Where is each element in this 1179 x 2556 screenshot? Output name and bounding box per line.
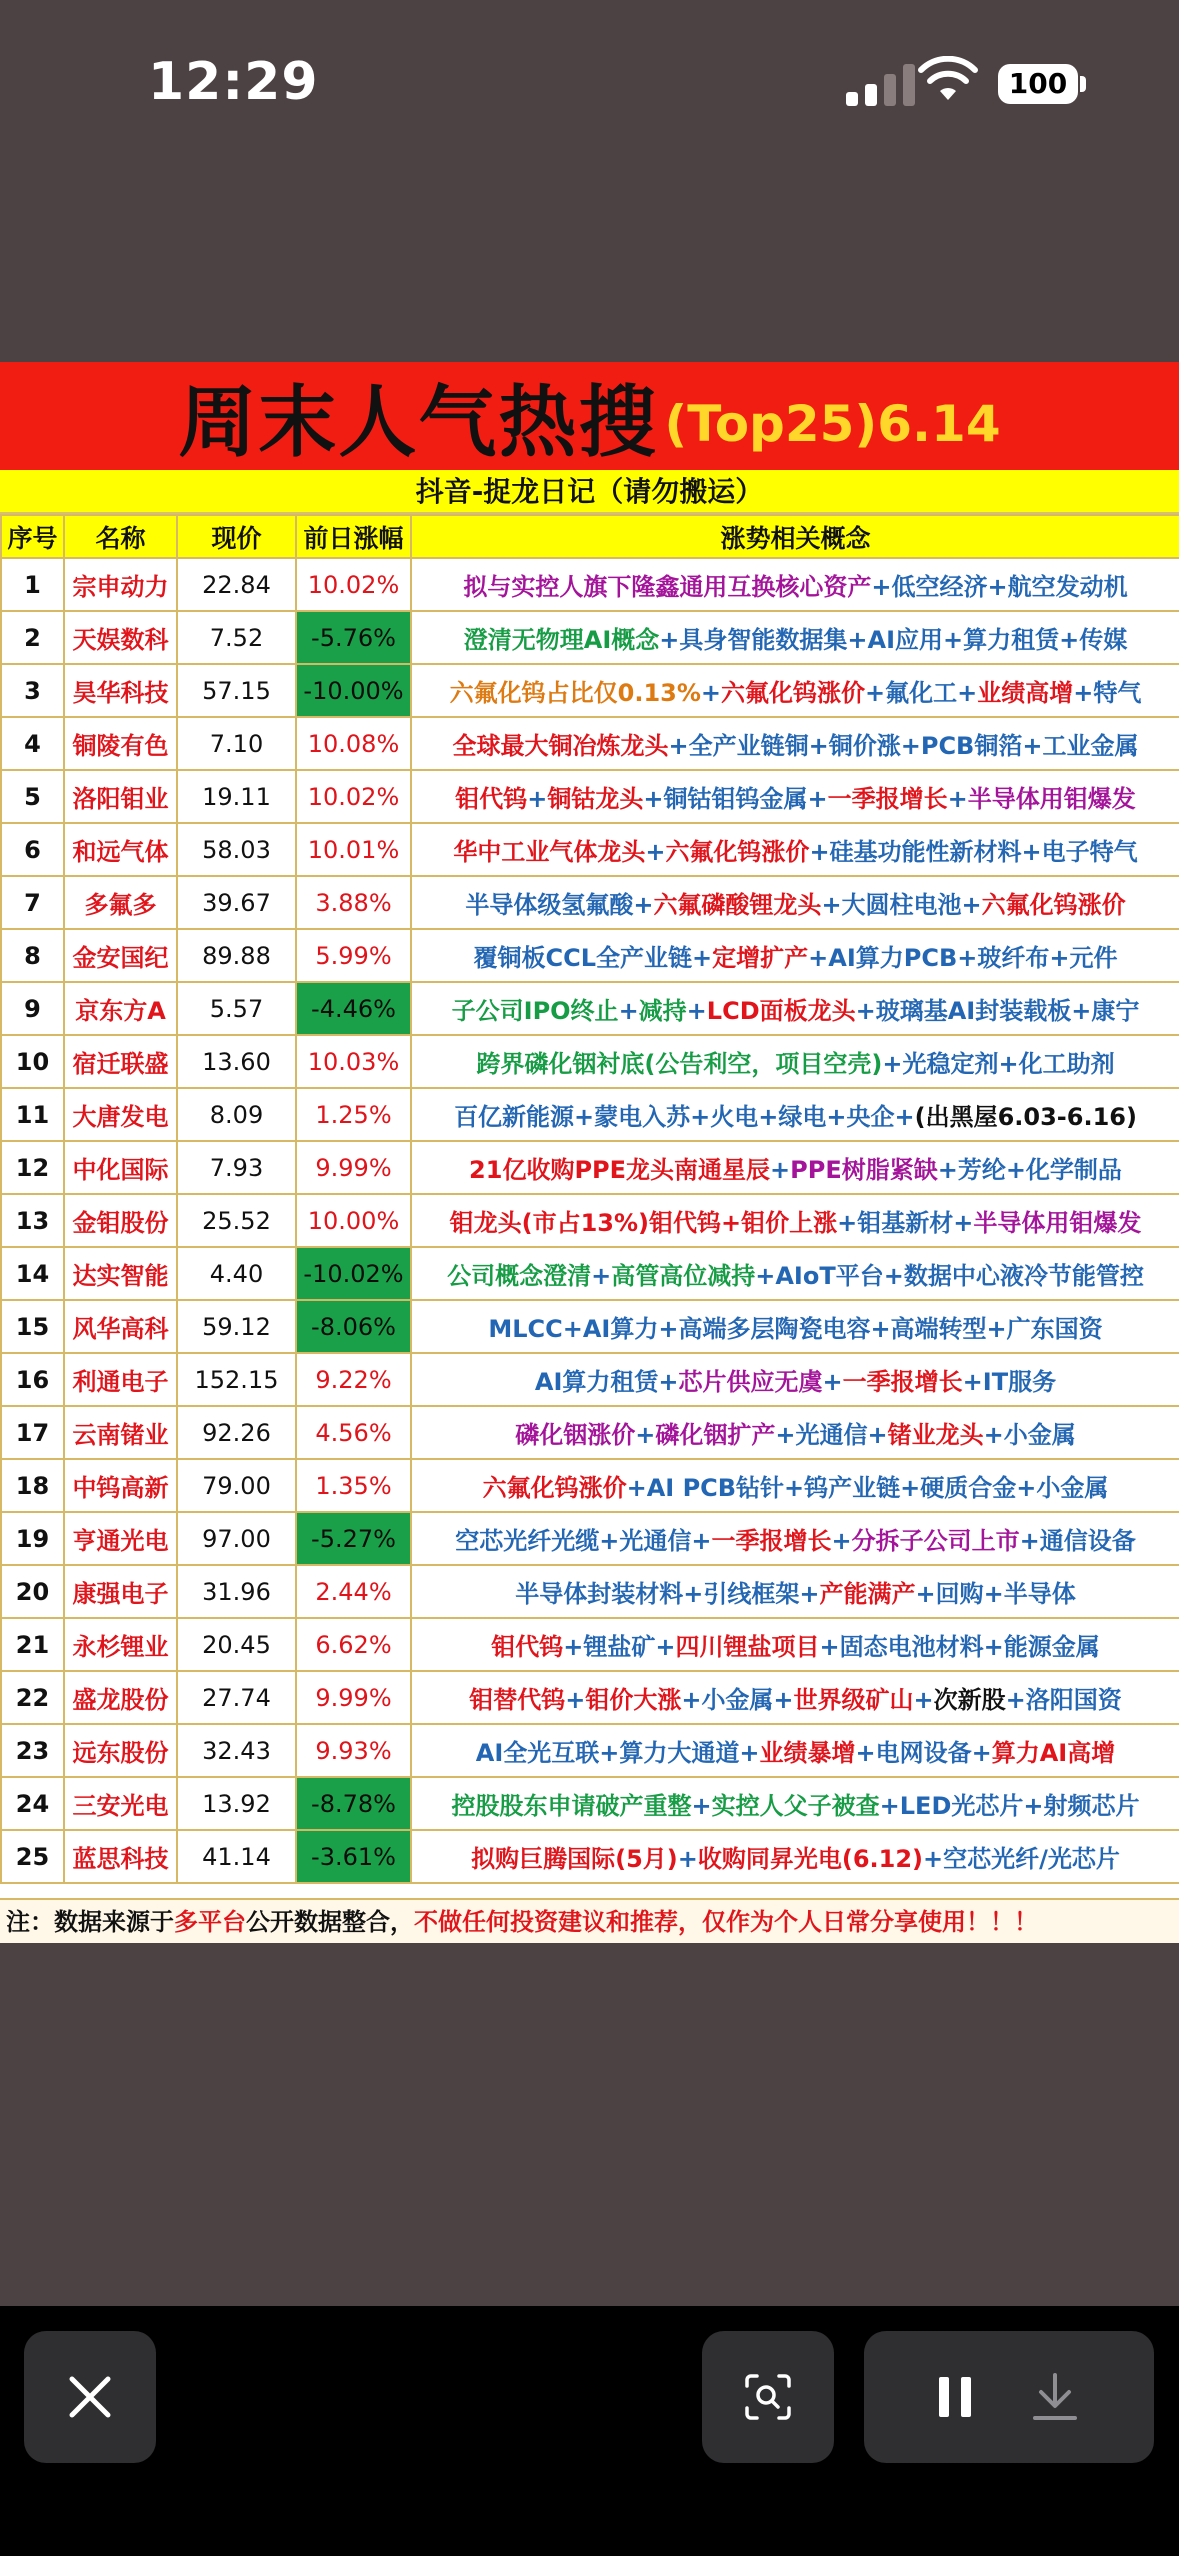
wifi-icon [918, 56, 978, 104]
price-change: -3.61% [296, 1830, 411, 1883]
concept-segment: 钼龙头(市占13%) [449, 1209, 650, 1237]
table-row [1, 929, 1179, 982]
table-row [1, 982, 1179, 1035]
stock-price: 25.52 [177, 1194, 296, 1247]
concept-segment: +锂盐矿+ [563, 1633, 676, 1661]
concept-segment: +光稳定剂+化工助剂 [882, 1050, 1115, 1078]
row-number: 2 [1, 611, 64, 664]
row-number: 3 [1, 664, 64, 717]
stock-name: 宗申动力 [64, 558, 177, 611]
battery-icon: 100 [998, 64, 1078, 104]
price-change: 10.02% [296, 558, 411, 611]
stock-price: 41.14 [177, 1830, 296, 1883]
row-number: 10 [1, 1035, 64, 1088]
stock-price: 4.40 [177, 1247, 296, 1300]
concept-segment: 覆铜板CCL全产业链 [473, 944, 693, 972]
price-change: -10.00% [296, 664, 411, 717]
table-row [1, 717, 1179, 770]
row-number: 21 [1, 1618, 64, 1671]
table-row [1, 823, 1179, 876]
row-number: 23 [1, 1724, 64, 1777]
bottom-toolbar [0, 2306, 1179, 2556]
stock-price: 58.03 [177, 823, 296, 876]
concept-segment: MLCC+AI算力+高端多层陶瓷电容+高端转型+广东国资 [488, 1315, 1103, 1343]
hot-search-image [0, 362, 1179, 1943]
concept-segment: +AI算力PCB+玻纤布+元件 [808, 944, 1118, 972]
concept-cell [411, 1671, 1179, 1724]
pause-icon-bar [961, 2377, 971, 2417]
stock-price: 7.52 [177, 611, 296, 664]
concept-segment: +芳纶+化学制品 [937, 1156, 1122, 1184]
stock-price: 7.10 [177, 717, 296, 770]
concept-segment: 全球最大铜冶炼龙头 [452, 732, 669, 760]
stock-name: 大唐发电 [64, 1088, 177, 1141]
price-change: 6.62% [296, 1618, 411, 1671]
row-number: 1 [1, 558, 64, 611]
stock-name: 利通电子 [64, 1353, 177, 1406]
close-icon [68, 2375, 112, 2419]
table-header-row [1, 515, 1179, 558]
concept-cell [411, 1353, 1179, 1406]
concept-cell [411, 1777, 1179, 1830]
concept-segment: 六氟化钨涨价 [665, 838, 810, 866]
concept-cell [411, 1724, 1179, 1777]
concept-segment: 业绩暴增 [759, 1739, 856, 1767]
concept-segment: + [618, 997, 639, 1025]
visual-lookup-button[interactable] [702, 2331, 834, 2463]
battery-tip [1080, 76, 1086, 92]
concept-segment: 六氟化钨涨价 [721, 679, 866, 707]
concept-segment: +大圆柱电池+ [821, 891, 982, 919]
concept-segment: +玻璃基AI封装载板+康宁 [855, 997, 1140, 1025]
concept-segment: + [527, 785, 548, 813]
concept-segment: 钼替代钨 [469, 1686, 566, 1714]
concept-segment: + [645, 838, 666, 866]
concept-segment: (出黑屋6.03-6.16) [914, 1103, 1137, 1131]
table-row [1, 1088, 1179, 1141]
concept-cell [411, 717, 1179, 770]
price-change: 5.99% [296, 929, 411, 982]
concept-segment: 六氟化钨涨价 [482, 1474, 627, 1502]
stock-name: 三安光电 [64, 1777, 177, 1830]
concept-cell [411, 558, 1179, 611]
concept-segment: +光通信+ [775, 1421, 888, 1449]
stock-name: 和远气体 [64, 823, 177, 876]
concept-cell [411, 1300, 1179, 1353]
concept-segment: 磷化铟扩产 [655, 1421, 776, 1449]
concept-segment: 实控人父子被查 [711, 1792, 880, 1820]
concept-segment: 钼价上涨 [741, 1209, 838, 1237]
stock-name: 中钨高新 [64, 1459, 177, 1512]
price-change: 9.99% [296, 1671, 411, 1724]
concept-segment: 减持 [638, 997, 687, 1025]
concept-segment: 21亿收购PPE龙头南通星辰 [469, 1156, 771, 1184]
concept-segment: 跨界磷化铟衬底(公告利空，项目空壳) [476, 1050, 883, 1078]
concept-cell [411, 770, 1179, 823]
concept-segment: + [677, 1845, 698, 1873]
stock-name: 远东股份 [64, 1724, 177, 1777]
concept-segment: + [691, 1792, 712, 1820]
concept-segment: 收购同昇光电(6.12) [697, 1845, 924, 1873]
concept-cell [411, 929, 1179, 982]
concept-segment: 一季报增长 [827, 785, 948, 813]
concept-segment: +电网设备+ [855, 1739, 992, 1767]
price-change: 1.35% [296, 1459, 411, 1512]
stock-name: 京东方A [64, 982, 177, 1035]
stock-name: 云南锗业 [64, 1406, 177, 1459]
stock-name: 天娱数科 [64, 611, 177, 664]
concept-segment: +LED光芯片+射频芯片 [879, 1792, 1140, 1820]
concept-segment: 高管高位减持 [611, 1262, 756, 1290]
footnote-prefix: 注：数据来源于 [6, 1908, 174, 1936]
concept-cell [411, 876, 1179, 929]
concept-segment: 华中工业气体龙头 [453, 838, 646, 866]
table-row [1, 1194, 1179, 1247]
header-no: 序号 [1, 515, 64, 558]
row-number: 13 [1, 1194, 64, 1247]
header-name: 名称 [64, 515, 177, 558]
row-number: 8 [1, 929, 64, 982]
concept-segment: +AI PCB钻针+钨产业链+硬质合金+小金属 [626, 1474, 1109, 1502]
stock-name: 昊华科技 [64, 664, 177, 717]
cellular-signal-icon [846, 62, 915, 106]
concept-cell [411, 1088, 1179, 1141]
concept-segment: 控股股东申请破产重整 [451, 1792, 692, 1820]
concept-segment: 四川锂盐项目 [675, 1633, 820, 1661]
row-number: 6 [1, 823, 64, 876]
header-change: 前日涨幅 [296, 515, 411, 558]
image-subtitle: 抖音-捉龙日记（请勿搬运） [0, 470, 1179, 514]
concept-segment: +氟化工+ [865, 679, 978, 707]
price-change: 10.02% [296, 770, 411, 823]
stock-price: 19.11 [177, 770, 296, 823]
scan-icon [743, 2372, 793, 2422]
concept-segment: 世界级矿山 [793, 1686, 914, 1714]
table-row [1, 1565, 1179, 1618]
price-change: -5.76% [296, 611, 411, 664]
concept-segment: 钼代钨 [455, 785, 528, 813]
concept-cell [411, 823, 1179, 876]
concept-segment: 澄清无物理AI概念 [463, 626, 660, 654]
stock-name: 宿迁联盛 [64, 1035, 177, 1088]
pause-button[interactable] [939, 2377, 971, 2417]
concept-segment: 公司概念澄清 [447, 1262, 592, 1290]
header-concept: 涨势相关概念 [411, 515, 1179, 558]
table-row [1, 1406, 1179, 1459]
concept-cell [411, 1141, 1179, 1194]
concept-cell [411, 1565, 1179, 1618]
concept-cell [411, 1406, 1179, 1459]
row-number: 19 [1, 1512, 64, 1565]
concept-segment: +空芯光纤/光芯片 [923, 1845, 1120, 1873]
concept-segment: +低空经济+航空发动机 [871, 573, 1128, 601]
footnote-warning: 不做任何投资建议和推荐，仅作为个人日常分享使用！！！ [414, 1908, 1038, 1936]
concept-cell [411, 1830, 1179, 1883]
stock-price: 92.26 [177, 1406, 296, 1459]
stock-price: 152.15 [177, 1353, 296, 1406]
concept-segment: AI算力租赁+ [534, 1368, 679, 1396]
table-row [1, 1141, 1179, 1194]
row-number: 18 [1, 1459, 64, 1512]
table-row [1, 770, 1179, 823]
row-number: 14 [1, 1247, 64, 1300]
price-change: 3.88% [296, 876, 411, 929]
stock-name: 永杉锂业 [64, 1618, 177, 1671]
stock-price: 89.88 [177, 929, 296, 982]
concept-segment: 定增扩产 [712, 944, 809, 972]
table-row [1, 611, 1179, 664]
price-change: -8.78% [296, 1777, 411, 1830]
row-number: 9 [1, 982, 64, 1035]
stock-price: 13.92 [177, 1777, 296, 1830]
concept-segment: 六氟磷酸锂龙头 [653, 891, 822, 919]
concept-segment: AI全光互联+算力大通道+ [475, 1739, 760, 1767]
concept-segment: + [947, 785, 968, 813]
table-row [1, 1035, 1179, 1088]
footnote-highlight: 多平台 [174, 1908, 246, 1936]
table-row [1, 1459, 1179, 1512]
concept-segment: 产能满产 [819, 1580, 916, 1608]
price-change: 10.08% [296, 717, 411, 770]
concept-segment: +AIoT平台+数据中心液冷节能管控 [755, 1262, 1144, 1290]
concept-cell [411, 982, 1179, 1035]
stock-table [0, 514, 1179, 1884]
concept-segment: +通信设备 [1019, 1527, 1136, 1555]
row-number: 5 [1, 770, 64, 823]
table-row [1, 1353, 1179, 1406]
table-row [1, 664, 1179, 717]
close-button[interactable] [24, 2331, 156, 2463]
price-change: 4.56% [296, 1406, 411, 1459]
stock-name: 铜陵有色 [64, 717, 177, 770]
stock-name: 盛龙股份 [64, 1671, 177, 1724]
row-number: 25 [1, 1830, 64, 1883]
table-row [1, 1618, 1179, 1671]
stock-price: 22.84 [177, 558, 296, 611]
row-number: 17 [1, 1406, 64, 1459]
stock-name: 洛阳钼业 [64, 770, 177, 823]
price-change: -5.27% [296, 1512, 411, 1565]
concept-cell [411, 1512, 1179, 1565]
stock-price: 8.09 [177, 1088, 296, 1141]
concept-segment: 六氟化钨占比仅0.13% [449, 679, 701, 707]
table-row [1, 1671, 1179, 1724]
concept-segment: 业绩高增 [977, 679, 1074, 707]
concept-segment: 百亿新能源+蒙电入苏+火电+绿电+央企+ [454, 1103, 915, 1131]
concept-segment: LCD面板龙头 [706, 997, 856, 1025]
price-change: 2.44% [296, 1565, 411, 1618]
price-change: 9.22% [296, 1353, 411, 1406]
concept-segment: 一季报增长 [842, 1368, 963, 1396]
concept-segment: 拟购巨腾国际(5月) [471, 1845, 678, 1873]
price-change: 9.99% [296, 1141, 411, 1194]
concept-segment: 空芯光纤光缆+光通信+ [455, 1527, 712, 1555]
concept-segment: PPE树脂紧缺 [790, 1156, 938, 1184]
stock-price: 27.74 [177, 1671, 296, 1724]
image-title-bar [0, 362, 1179, 470]
stock-price: 31.96 [177, 1565, 296, 1618]
price-change: -8.06% [296, 1300, 411, 1353]
stock-name: 亨通光电 [64, 1512, 177, 1565]
concept-segment: 芯片供应无虞 [678, 1368, 823, 1396]
stock-name: 多氟多 [64, 876, 177, 929]
concept-cell [411, 1247, 1179, 1300]
concept-segment: +小金属 [983, 1421, 1076, 1449]
stock-name: 金安国纪 [64, 929, 177, 982]
stock-price: 59.12 [177, 1300, 296, 1353]
concept-segment: 锗业龙头 [887, 1421, 984, 1449]
stock-price: 32.43 [177, 1724, 296, 1777]
row-number: 7 [1, 876, 64, 929]
price-change: 10.03% [296, 1035, 411, 1088]
stock-name: 中化国际 [64, 1141, 177, 1194]
header-price: 现价 [177, 515, 296, 558]
concept-segment: + [686, 997, 707, 1025]
row-number: 20 [1, 1565, 64, 1618]
row-number: 24 [1, 1777, 64, 1830]
stock-price: 79.00 [177, 1459, 296, 1512]
concept-segment: 钼代钨 [491, 1633, 564, 1661]
image-title-suffix: (Top25)6.14 [664, 395, 1001, 453]
price-change: -10.02% [296, 1247, 411, 1300]
pause-icon [939, 2377, 949, 2417]
concept-segment: 分拆子公司上市 [851, 1527, 1020, 1555]
stock-price: 13.60 [177, 1035, 296, 1088]
table-row [1, 1512, 1179, 1565]
table-row [1, 1830, 1179, 1883]
concept-segment: + [565, 1686, 586, 1714]
stock-price: 7.93 [177, 1141, 296, 1194]
concept-segment: + [831, 1527, 852, 1555]
concept-segment: + [635, 1421, 656, 1449]
concept-cell [411, 1194, 1179, 1247]
concept-segment: 算力AI高增 [991, 1739, 1116, 1767]
concept-segment: 一季报增长 [711, 1527, 832, 1555]
row-number: 12 [1, 1141, 64, 1194]
concept-segment: 钼代钨+ [649, 1209, 742, 1237]
concept-segment: 子公司IPO终止 [451, 997, 619, 1025]
concept-cell [411, 664, 1179, 717]
concept-cell [411, 611, 1179, 664]
concept-segment: +回购+半导体 [915, 1580, 1076, 1608]
table-row [1, 1247, 1179, 1300]
stock-name: 达实智能 [64, 1247, 177, 1300]
concept-segment: +铜钴钼钨金属+ [643, 785, 828, 813]
stock-price: 57.15 [177, 664, 296, 717]
concept-segment: 半导体用钼爆发 [967, 785, 1136, 813]
image-title: 周末人气热搜 [178, 377, 659, 468]
price-change: 10.00% [296, 1194, 411, 1247]
concept-segment: +固态电池材料+能源金属 [819, 1633, 1100, 1661]
concept-segment: +IT服务 [962, 1368, 1057, 1396]
concept-segment: +特气 [1073, 679, 1142, 707]
concept-segment: + [913, 1686, 934, 1714]
concept-segment: + [633, 891, 654, 919]
table-row [1, 1300, 1179, 1353]
media-controls [864, 2331, 1154, 2463]
concept-segment: + [770, 1156, 791, 1184]
concept-segment: +钼基新材+ [837, 1209, 974, 1237]
stock-price: 97.00 [177, 1512, 296, 1565]
concept-segment: + [591, 1262, 612, 1290]
status-time: 12:29 [148, 52, 319, 112]
concept-segment: 半导体级氢氟酸 [465, 891, 634, 919]
footnote [0, 1898, 1179, 1943]
concept-segment: + [692, 944, 713, 972]
download-icon[interactable] [1031, 2371, 1079, 2423]
concept-segment: 半导体封装材料+引线框架+ [515, 1580, 820, 1608]
concept-segment: +硅基功能性新材料+电子特气 [809, 838, 1138, 866]
price-change: 10.01% [296, 823, 411, 876]
concept-cell [411, 1035, 1179, 1088]
table-row [1, 558, 1179, 611]
concept-segment: 次新股 [933, 1686, 1006, 1714]
row-number: 11 [1, 1088, 64, 1141]
concept-segment: +洛阳国资 [1005, 1686, 1122, 1714]
concept-cell [411, 1459, 1179, 1512]
concept-cell [411, 1618, 1179, 1671]
concept-segment: 六氟化钨涨价 [981, 891, 1126, 919]
stock-price: 39.67 [177, 876, 296, 929]
table-row [1, 1724, 1179, 1777]
concept-segment: 半导体用钼爆发 [973, 1209, 1142, 1237]
row-number: 16 [1, 1353, 64, 1406]
row-number: 4 [1, 717, 64, 770]
stock-name: 蓝思科技 [64, 1830, 177, 1883]
price-change: 1.25% [296, 1088, 411, 1141]
stock-name: 风华高科 [64, 1300, 177, 1353]
concept-segment: 拟与实控人旗下隆鑫通用互换核心资产 [463, 573, 872, 601]
row-number: 22 [1, 1671, 64, 1724]
price-change: 9.93% [296, 1724, 411, 1777]
concept-segment: +小金属+ [681, 1686, 794, 1714]
stock-name: 康强电子 [64, 1565, 177, 1618]
status-bar [0, 0, 1179, 180]
table-row [1, 1777, 1179, 1830]
table-row [1, 876, 1179, 929]
footnote-middle: 公开数据整合， [246, 1908, 414, 1936]
concept-segment: 铜钴龙头 [547, 785, 644, 813]
concept-segment: 磷化铟涨价 [515, 1421, 636, 1449]
concept-segment: +全产业链铜+铜价涨+PCB铜箔+工业金属 [668, 732, 1139, 760]
concept-segment: + [700, 679, 722, 707]
concept-segment: +具身智能数据集+AI应用+算力租赁+传媒 [659, 626, 1128, 654]
price-change: -4.46% [296, 982, 411, 1035]
stock-price: 5.57 [177, 982, 296, 1035]
row-number: 15 [1, 1300, 64, 1353]
concept-segment: 钼价大涨 [585, 1686, 682, 1714]
concept-segment: + [822, 1368, 843, 1396]
stock-name: 金钼股份 [64, 1194, 177, 1247]
stock-price: 20.45 [177, 1618, 296, 1671]
